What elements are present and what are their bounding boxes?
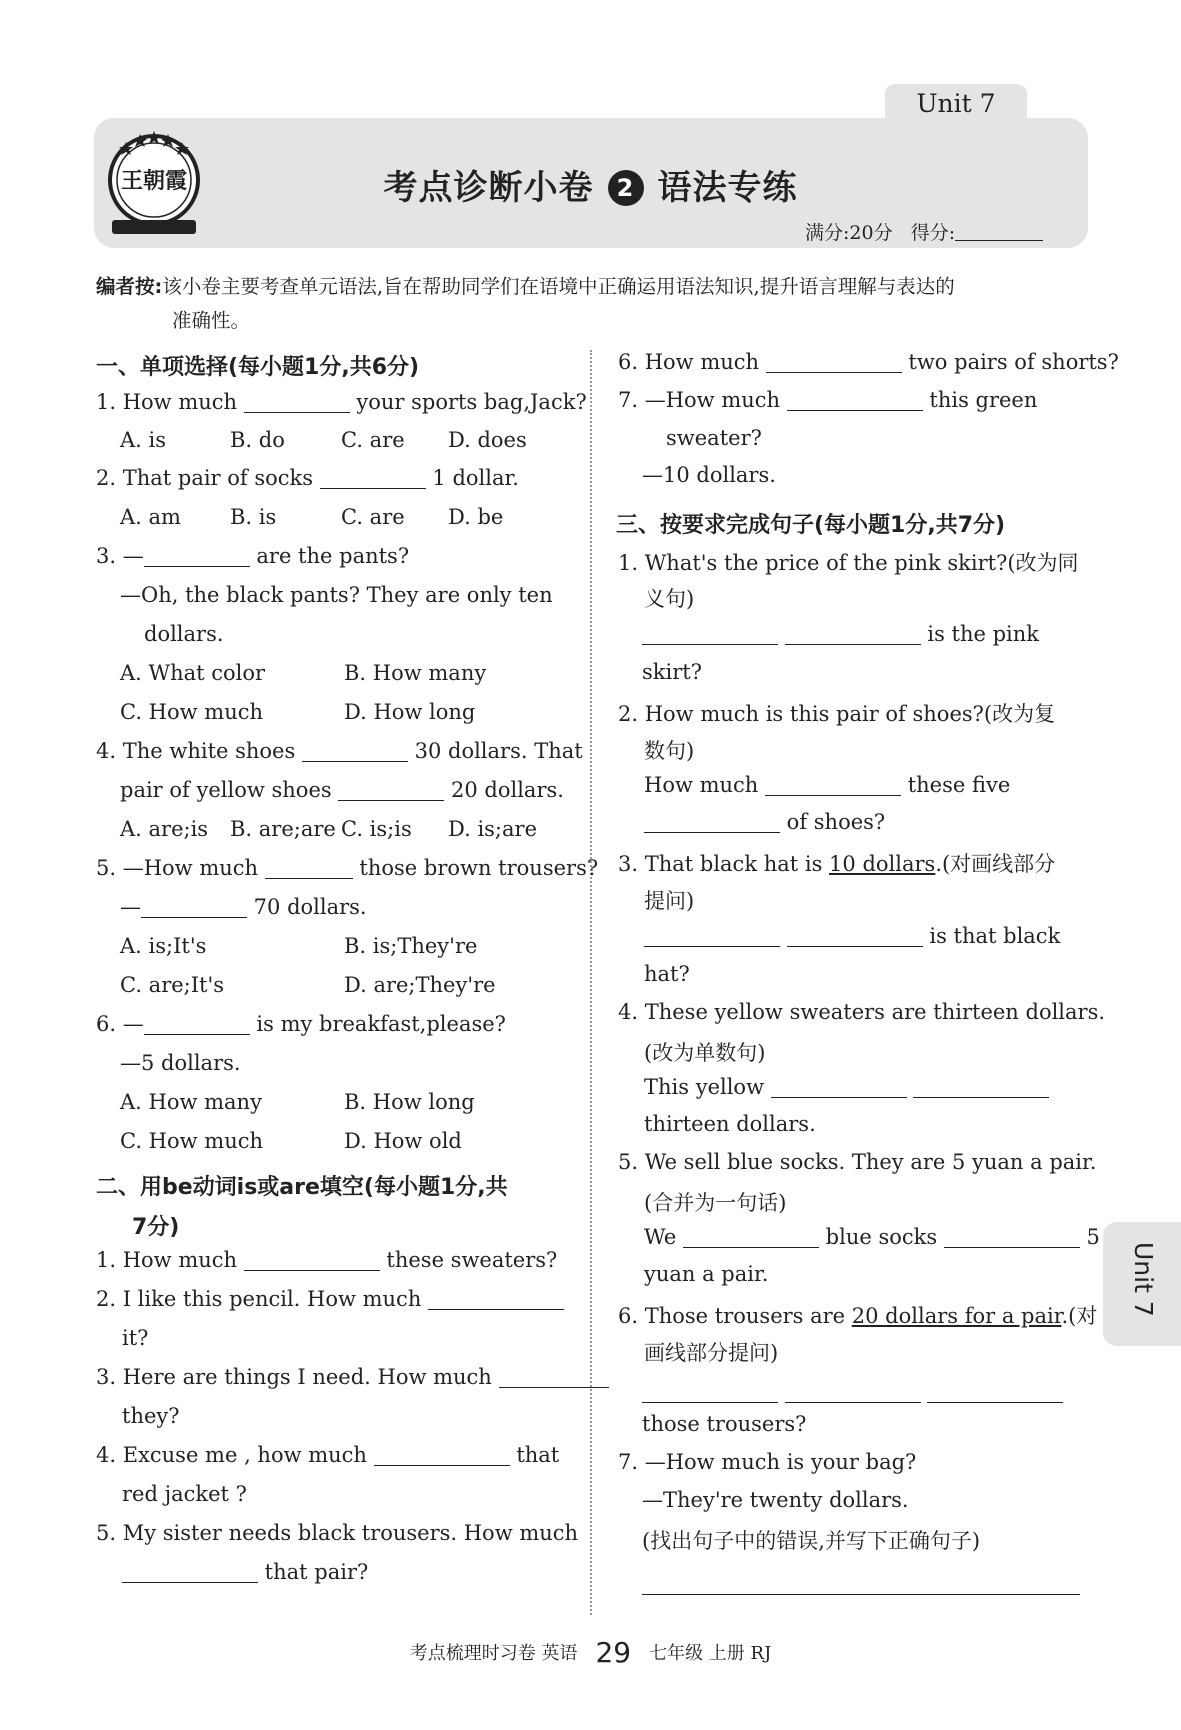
text-line: 该小卷主要考查单元语法,旨在帮助同学们在语境中正确运用语法知识,提升语言理解与表达的 [162, 275, 955, 298]
text-line [644, 773, 1010, 797]
text-line: 满分:20分 [805, 222, 893, 244]
question-5 [96, 856, 598, 880]
text-line: is my breakfast,please? [249, 1012, 506, 1036]
answer-blank [644, 926, 780, 947]
answer-blank [374, 1445, 510, 1466]
text-line: A. is;It's [120, 934, 207, 958]
text-line: B. are;are [230, 817, 336, 841]
text-line [120, 895, 367, 919]
sentence-2: 2. How much is this pair of shoes?(改为复 [618, 702, 1056, 726]
text-line: those trousers? [642, 1412, 807, 1436]
answer-blank [244, 1250, 380, 1271]
answer-blank [499, 1367, 609, 1388]
text-line: 4. Excuse me , how much [96, 1443, 374, 1467]
text-line: yuan a pair. [644, 1262, 769, 1286]
text-line: 2. I like this pencil. How much [96, 1287, 429, 1311]
text-line: Unit 7 [1129, 1242, 1158, 1317]
text-line: —10 dollars. [642, 463, 776, 487]
text-line: C. are [341, 505, 405, 529]
text-line: B. How many [344, 661, 487, 685]
page-footer [0, 1636, 1181, 1669]
answer-blank [913, 1077, 1049, 1098]
text-line: —They're twenty dollars. [642, 1488, 909, 1512]
text-line: they? [122, 1404, 180, 1428]
answer-blank [642, 624, 778, 645]
score-line [805, 218, 1043, 245]
answer-blank [683, 1227, 819, 1248]
text-line: your sports bag,Jack? [349, 390, 587, 414]
text-line: 20 dollars. [444, 778, 564, 802]
page-number: 29 [595, 1636, 632, 1669]
text-line: thirteen dollars. [644, 1112, 816, 1136]
text-line: sweater? [666, 426, 762, 450]
answer-blank [265, 858, 353, 879]
text-line [642, 622, 1039, 646]
text-line: dollars. [144, 622, 224, 646]
answer-blank [302, 741, 408, 762]
text-line: these sweaters? [379, 1248, 558, 1272]
text-line: C. are [341, 428, 405, 452]
text-line: .(对 [1061, 1304, 1098, 1328]
text-line: B. is;They're [344, 934, 478, 958]
answer-blank [144, 1014, 250, 1035]
text-line [644, 1225, 1100, 1249]
answer-blank [141, 897, 247, 918]
text-line: 70 dollars. [247, 895, 367, 919]
text-line: C. are;It's [120, 973, 225, 997]
text-line: (找出句子中的错误,并写下正确句子) [642, 1529, 981, 1553]
text-line: 考点梳理时习卷 英语 [409, 1643, 578, 1664]
text-line [642, 1380, 1063, 1404]
text-line: are the pants? [249, 544, 410, 568]
text-line: it? [122, 1326, 149, 1350]
text-line: those brown trousers? [352, 856, 599, 880]
sentence-1: 1. What's the price of the pink skirt?(改为同 [618, 551, 1079, 575]
fill-5: 5. My sister needs black trousers. How much [96, 1521, 579, 1545]
text-line: 数句) [644, 739, 695, 763]
text-line: 4. The white shoes [96, 739, 302, 763]
text-line: 七年级 上册 RJ [649, 1643, 772, 1664]
text-line: that pair? [258, 1560, 369, 1584]
text-line: C. How much [120, 700, 264, 724]
unit-tab: Unit 7 [885, 84, 1027, 124]
text-line: skirt? [642, 660, 702, 684]
text-line [642, 1572, 1080, 1596]
column-divider [590, 350, 592, 1615]
answer-blank [765, 775, 901, 796]
text-line: red jacket ? [122, 1482, 247, 1506]
question-2 [96, 466, 519, 490]
text-line: A. are;is [120, 817, 209, 841]
text-line: D. does [448, 428, 527, 452]
text-line: 3. — [96, 544, 144, 568]
text-line: B. do [230, 428, 285, 452]
text-line: This yellow [644, 1075, 771, 1099]
text-line: 王朝霞 [120, 168, 188, 194]
text-line: 5 [1079, 1225, 1100, 1249]
answer-blank [785, 624, 921, 645]
text-line: D. How old [344, 1129, 462, 1153]
text-line: 考点诊断小卷 [383, 168, 594, 208]
text-line [644, 1075, 1049, 1099]
sentence-7: 7. —How much is your bag? [618, 1450, 917, 1474]
answer-blank [771, 1077, 907, 1098]
text-line: blue socks [818, 1225, 944, 1249]
text-line: 提问) [644, 889, 695, 913]
side-unit-tab [1103, 1222, 1181, 1346]
answer-blank [787, 390, 923, 411]
text-line: — [120, 895, 141, 919]
text-line: that [509, 1443, 560, 1467]
answer-blank [144, 546, 250, 567]
text-line: C. is;is [341, 817, 412, 841]
text-line: 5. —How much [96, 856, 265, 880]
text-line: A. am [120, 505, 181, 529]
fill-3 [96, 1365, 609, 1389]
text-line: A. What color [120, 661, 266, 685]
text-line: 1. How much [96, 1248, 244, 1272]
text-line: 编者按: [96, 275, 163, 298]
text-line [644, 924, 1060, 948]
answer-blank [927, 1382, 1063, 1403]
section-2-heading: 二、用be动词is或are填空(每小题1分,共 [96, 1175, 508, 1200]
sentence-3 [618, 848, 1055, 878]
text-line: 7. —How much [618, 388, 787, 412]
answer-blank [944, 1227, 1080, 1248]
fill-7 [618, 388, 1037, 412]
question-6 [96, 1012, 506, 1036]
text-line: —5 dollars. [120, 1051, 241, 1075]
answer-blank [642, 1382, 778, 1403]
text-line [120, 778, 564, 802]
text-line [644, 810, 885, 834]
text-line [122, 1560, 368, 1584]
text-line: —Oh, the black pants? They are only ten [120, 583, 553, 607]
text-line: of shoes? [780, 810, 886, 834]
text-line: 10 dollars [829, 852, 936, 876]
answer-blank [642, 1574, 1080, 1595]
text-line: 6. How much [618, 350, 766, 374]
section-3-heading: 三、按要求完成句子(每小题1分,共7分) [616, 513, 1006, 538]
answer-blank [955, 222, 1043, 241]
answer-blank [320, 468, 426, 489]
text-line: .(对画线部分 [935, 852, 1056, 876]
answer-blank [122, 1562, 258, 1583]
fill-1 [96, 1248, 557, 1272]
text-line: 3. Here are things I need. How much [96, 1365, 499, 1389]
answer-blank [766, 352, 902, 373]
text-line: A. is [120, 428, 167, 452]
text-line: 1 dollar. [425, 466, 519, 490]
text-line: is that black [922, 924, 1061, 948]
text-line: 3. That black hat is [618, 852, 830, 876]
answer-blank [428, 1289, 564, 1310]
text-line: 准确性。 [172, 309, 251, 332]
text-line: 2. That pair of socks [96, 466, 320, 490]
fill-6 [618, 350, 1119, 374]
text-line: 义句) [644, 587, 695, 611]
text-line: 20 dollars for a pair [851, 1304, 1062, 1328]
text-line: pair of yellow shoes [120, 778, 339, 802]
answer-blank [644, 812, 780, 833]
sentence-4: 4. These yellow sweaters are thirteen dollars. [618, 1000, 1106, 1024]
fill-2 [96, 1287, 564, 1311]
text-line: hat? [644, 962, 690, 986]
text-line: 得分: [910, 222, 956, 244]
page-title [0, 160, 1181, 209]
answer-blank [785, 1382, 921, 1403]
text-line: 7分) [132, 1215, 180, 1240]
text-line: 1. How much [96, 390, 244, 414]
text-line: How much [644, 773, 766, 797]
text-line: B. is [230, 505, 277, 529]
sentence-5: 5. We sell blue socks. They are 5 yuan a pair. [618, 1150, 1097, 1174]
text-line: A. How many [120, 1090, 262, 1114]
section-1-heading: 一、单项选择(每小题1分,共6分) [96, 355, 420, 380]
text-line: 语法专练 [657, 168, 798, 208]
text-line: is the pink [920, 622, 1040, 646]
answer-blank [787, 926, 923, 947]
text-line: (合并为一句话) [644, 1191, 787, 1215]
text-line: (改为单数句) [644, 1041, 766, 1065]
question-4 [96, 739, 583, 763]
question-1 [96, 390, 587, 414]
text-line: this green [922, 388, 1038, 412]
text-line: We [644, 1225, 683, 1249]
text-line [112, 220, 196, 234]
answer-blank [338, 780, 444, 801]
sentence-6 [618, 1300, 1097, 1330]
text-line: D. be [448, 505, 504, 529]
text-line: 6. — [96, 1012, 144, 1036]
text-line: B. How long [344, 1090, 475, 1114]
text-line: 6. Those trousers are [618, 1304, 852, 1328]
text-line: these five [901, 773, 1011, 797]
text-line: 30 dollars. That [407, 739, 583, 763]
answer-blank [244, 392, 350, 413]
text-line: D. are;They're [344, 973, 496, 997]
text-line: D. is;are [448, 817, 537, 841]
text-line: 画线部分提问) [644, 1341, 779, 1365]
question-3 [96, 544, 409, 568]
text-line: D. How long [344, 700, 476, 724]
fill-4 [96, 1443, 559, 1467]
editor-note [96, 270, 1086, 338]
text-line: C. How much [120, 1129, 264, 1153]
text-line: two pairs of shorts? [901, 350, 1119, 374]
title-number-badge: 2 [608, 170, 644, 206]
